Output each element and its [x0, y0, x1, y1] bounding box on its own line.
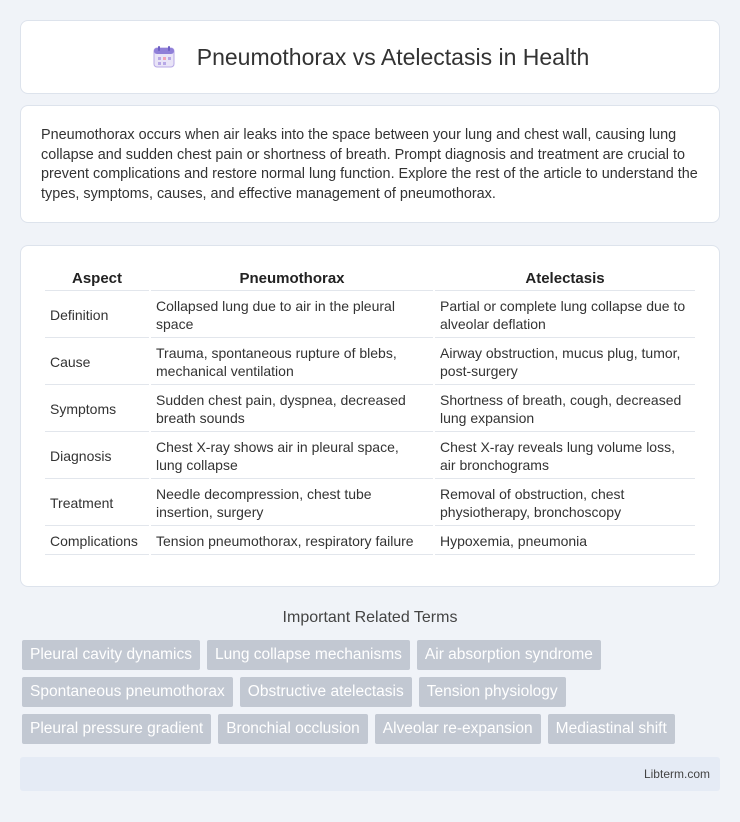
intro-card	[20, 105, 720, 223]
footer	[20, 757, 720, 791]
intro-text: Pneumothorax occurs when air leaks into the space between your lung and chest wall, causing lung collapse and sudden chest pain or shortness of breath. Prompt diagnosis and treatment are crucial to prevent complications and restore normal lung function. Explore the rest of the article to understand the types, symptoms, causes, and effective management of pneumothorax.	[41, 127, 698, 202]
header-card	[20, 20, 720, 94]
row-atelectasis: Shortness of breath, cough, decreased lung expansion	[435, 387, 695, 432]
row-pneumothorax: Tension pneumothorax, respiratory failure	[151, 528, 433, 555]
row-pneumothorax: Sudden chest pain, dyspnea, decreased breath sounds	[151, 387, 433, 432]
related-term-tag[interactable]: Obstructive atelectasis	[240, 677, 412, 707]
table-row	[45, 528, 695, 555]
row-pneumothorax: Needle decompression, chest tube insertion, surgery	[151, 481, 433, 526]
row-aspect: Complications	[45, 528, 149, 555]
related-term-tag[interactable]: Bronchial occlusion	[218, 714, 368, 744]
related-term-tag[interactable]: Spontaneous pneumothorax	[22, 677, 233, 707]
related-term-tag[interactable]: Tension physiology	[419, 677, 566, 707]
calendar-icon	[151, 44, 177, 70]
table-row	[45, 434, 695, 479]
header-aspect: Aspect	[45, 268, 149, 291]
row-aspect: Treatment	[45, 481, 149, 526]
row-atelectasis: Chest X-ray reveals lung volume loss, air bronchograms	[435, 434, 695, 479]
row-aspect: Definition	[45, 293, 149, 338]
related-term-tag[interactable]: Air absorption syndrome	[417, 640, 601, 670]
related-terms-title: Important Related Terms	[282, 609, 458, 626]
table-row	[45, 387, 695, 432]
table-row	[45, 293, 695, 338]
header-pneumothorax: Pneumothorax	[151, 268, 433, 291]
row-atelectasis: Hypoxemia, pneumonia	[435, 528, 695, 555]
row-pneumothorax: Trauma, spontaneous rupture of blebs, mechanical ventilation	[151, 340, 433, 385]
row-atelectasis: Removal of obstruction, chest physiotherapy, bronchoscopy	[435, 481, 695, 526]
related-term-tag[interactable]: Pleural cavity dynamics	[22, 640, 200, 670]
table-row	[45, 481, 695, 526]
related-term-tag[interactable]: Pleural pressure gradient	[22, 714, 211, 744]
row-atelectasis: Partial or complete lung collapse due to alveolar deflation	[435, 293, 695, 338]
related-term-tag[interactable]: Alveolar re-expansion	[375, 714, 541, 744]
row-aspect: Cause	[45, 340, 149, 385]
related-term-tag[interactable]: Lung collapse mechanisms	[207, 640, 410, 670]
footer-site-link[interactable]: Libterm.com	[643, 767, 710, 781]
row-aspect: Diagnosis	[45, 434, 149, 479]
related-terms-tags	[22, 640, 722, 751]
row-aspect: Symptoms	[45, 387, 149, 432]
table-row	[45, 340, 695, 385]
page-title: Pneumothorax vs Atelectasis in Health	[196, 43, 590, 70]
comparison-table	[43, 266, 697, 557]
row-pneumothorax: Collapsed lung due to air in the pleural space	[151, 293, 433, 338]
table-header-row	[45, 268, 695, 291]
row-atelectasis: Airway obstruction, mucus plug, tumor, post-surgery	[435, 340, 695, 385]
comparison-table-card	[20, 245, 720, 587]
related-term-tag[interactable]: Mediastinal shift	[548, 714, 675, 744]
row-pneumothorax: Chest X-ray shows air in pleural space, lung collapse	[151, 434, 433, 479]
header-atelectasis: Atelectasis	[435, 268, 695, 291]
